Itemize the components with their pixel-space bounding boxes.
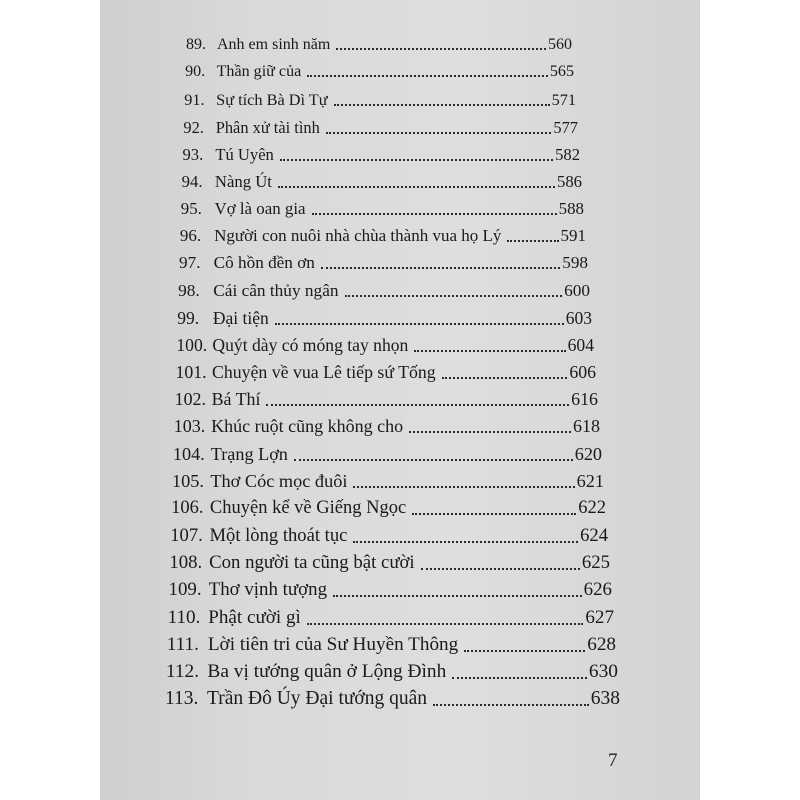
page-number: 7 <box>608 750 618 771</box>
toc-entry <box>183 118 578 138</box>
entry-number: 103. <box>173 416 206 437</box>
entry-title: Chuyện về vua Lê tiếp sứ Tống <box>212 362 436 382</box>
toc-entry <box>183 145 581 165</box>
entry-page-number: 591 <box>560 226 586 246</box>
dot-leader <box>464 649 585 652</box>
entry-page-number: 604 <box>567 334 594 355</box>
entry-number: 113. <box>165 688 199 709</box>
dot-leader <box>409 430 571 433</box>
dot-leader <box>345 294 563 297</box>
toc-entry <box>174 416 600 437</box>
entry-page-number: 588 <box>558 199 584 218</box>
toc-entry <box>186 36 572 54</box>
entry-number: 100. <box>176 334 208 355</box>
entry-title: Nàng Út <box>214 171 272 191</box>
entry-number: 99. <box>177 307 200 328</box>
dot-leader <box>414 349 565 352</box>
entry-page-number: 606 <box>569 362 596 382</box>
entry-number: 101. <box>175 362 207 382</box>
dot-leader <box>307 74 548 77</box>
toc-entry <box>173 444 602 465</box>
entry-page-number: 600 <box>564 280 590 300</box>
entry-page-number: 582 <box>555 144 580 164</box>
toc-entry <box>177 308 592 329</box>
entry-title: Khúc ruột cũng không cho <box>211 416 404 437</box>
entry-page-number: 603 <box>565 307 592 328</box>
toc-entry <box>169 579 613 601</box>
entry-title: Phân xử tài tình <box>215 117 320 137</box>
entry-page-number: 626 <box>583 579 612 601</box>
dot-leader <box>442 376 568 379</box>
entry-number: 111. <box>166 633 199 655</box>
entry-number: 91. <box>184 90 205 110</box>
entry-title: Chuyện kể về Giếng Ngọc <box>209 497 407 518</box>
dot-leader <box>336 47 546 50</box>
entry-page-number: 622 <box>578 497 606 518</box>
entry-title: Thơ Cóc mọc đuôi <box>210 470 348 491</box>
dot-leader <box>507 239 558 242</box>
toc-entry <box>167 634 616 656</box>
toc-entry <box>170 525 608 547</box>
entry-title: Tú Uyên <box>215 144 274 164</box>
entry-page-number: 638 <box>590 688 620 709</box>
entry-title: Đại tiện <box>212 307 269 328</box>
toc-entry <box>182 172 582 192</box>
dot-leader <box>321 266 560 269</box>
entry-title: Quýt dày có móng tay nhọn <box>212 334 409 355</box>
dot-leader <box>307 622 584 625</box>
entry-number: 105. <box>172 470 204 491</box>
entry-number: 95. <box>180 199 202 218</box>
entry-page-number: 571 <box>551 90 576 110</box>
entry-number: 98. <box>178 280 200 300</box>
entry-title: Cô hồn đền ơn <box>213 253 315 273</box>
toc-entry <box>180 226 586 246</box>
entry-title: Thơ vịnh tượng <box>208 579 328 601</box>
entry-page-number: 630 <box>588 660 618 682</box>
dot-leader <box>275 322 564 325</box>
entry-title: Trạng Lợn <box>210 443 288 464</box>
entry-title: Thần giữ của <box>216 63 302 81</box>
entry-number: 93. <box>182 144 204 164</box>
entry-number: 96. <box>179 226 202 246</box>
entry-page-number: 577 <box>553 117 578 137</box>
entry-page-number: 627 <box>585 606 614 628</box>
entry-title: Anh em sinh năm <box>217 36 331 53</box>
entry-number: 109. <box>168 579 202 601</box>
entry-page-number: 618 <box>573 416 600 437</box>
entry-title: Người con nuôi nhà chùa thành vua họ Lý <box>214 226 502 246</box>
entry-number: 112. <box>165 660 200 682</box>
entry-page-number: 598 <box>562 253 588 273</box>
entry-number: 107. <box>170 525 203 546</box>
entry-title: Sự tích Bà Dì Tự <box>216 90 328 110</box>
toc-entry <box>168 607 614 629</box>
dot-leader <box>353 485 574 488</box>
entry-page-number: 586 <box>556 171 582 191</box>
table-of-contents <box>100 0 700 720</box>
entry-title: Một lòng thoát tục <box>209 525 348 546</box>
entry-title: Cái cân thủy ngân <box>213 280 339 300</box>
toc-entry <box>165 688 620 710</box>
dot-leader <box>412 512 576 515</box>
dot-leader <box>353 540 578 543</box>
entry-number: 89. <box>186 36 206 53</box>
toc-entry <box>169 552 610 574</box>
entry-title: Trần Đô Úy Đại tướng quân <box>207 688 428 709</box>
toc-entry <box>171 498 606 519</box>
entry-number: 108. <box>169 552 203 574</box>
entry-number: 106. <box>171 497 204 518</box>
entry-title: Con người ta cũng bật cười <box>209 552 415 574</box>
toc-entry <box>172 471 604 492</box>
entry-number: 94. <box>181 171 203 191</box>
toc-entry <box>176 362 597 383</box>
dot-leader <box>294 458 573 461</box>
entry-page-number: 628 <box>587 633 616 655</box>
book-page <box>100 0 700 800</box>
dot-leader <box>266 403 569 406</box>
dot-leader <box>433 703 589 706</box>
entry-title: Vợ là oan gia <box>214 199 306 218</box>
toc-entry <box>178 281 590 301</box>
dot-leader <box>312 212 557 215</box>
entry-title: Phật cười gì <box>208 606 301 628</box>
dot-leader <box>452 676 587 679</box>
dot-leader <box>280 158 553 161</box>
entry-title: Bá Thí <box>211 389 261 410</box>
entry-number: 90. <box>185 63 206 81</box>
entry-number: 104. <box>172 443 205 464</box>
entry-title: Ba vị tướng quân ở Lộng Đình <box>207 660 447 682</box>
toc-entry <box>184 90 576 110</box>
entry-number: 110. <box>167 606 201 628</box>
dot-leader <box>334 103 550 106</box>
dot-leader <box>421 567 580 570</box>
entry-page-number: 565 <box>549 63 574 81</box>
entry-page-number: 621 <box>576 470 604 491</box>
entry-page-number: 624 <box>580 525 608 546</box>
toc-entry <box>179 253 588 273</box>
toc-entry <box>176 335 594 356</box>
toc-entry <box>185 63 574 81</box>
dot-leader <box>326 131 552 134</box>
toc-entry <box>181 199 584 219</box>
entry-page-number: 620 <box>574 443 602 464</box>
dot-leader <box>278 185 555 188</box>
entry-number: 92. <box>183 117 204 137</box>
entry-number: 102. <box>174 389 206 410</box>
entry-page-number: 616 <box>571 389 598 410</box>
entry-page-number: 625 <box>581 552 610 574</box>
toc-entry <box>166 661 618 683</box>
entry-title: Lời tiên tri của Sư Huyền Thông <box>207 633 459 655</box>
toc-entry <box>175 389 598 410</box>
dot-leader <box>333 594 582 597</box>
entry-number: 97. <box>179 253 201 273</box>
entry-page-number: 560 <box>548 36 572 53</box>
